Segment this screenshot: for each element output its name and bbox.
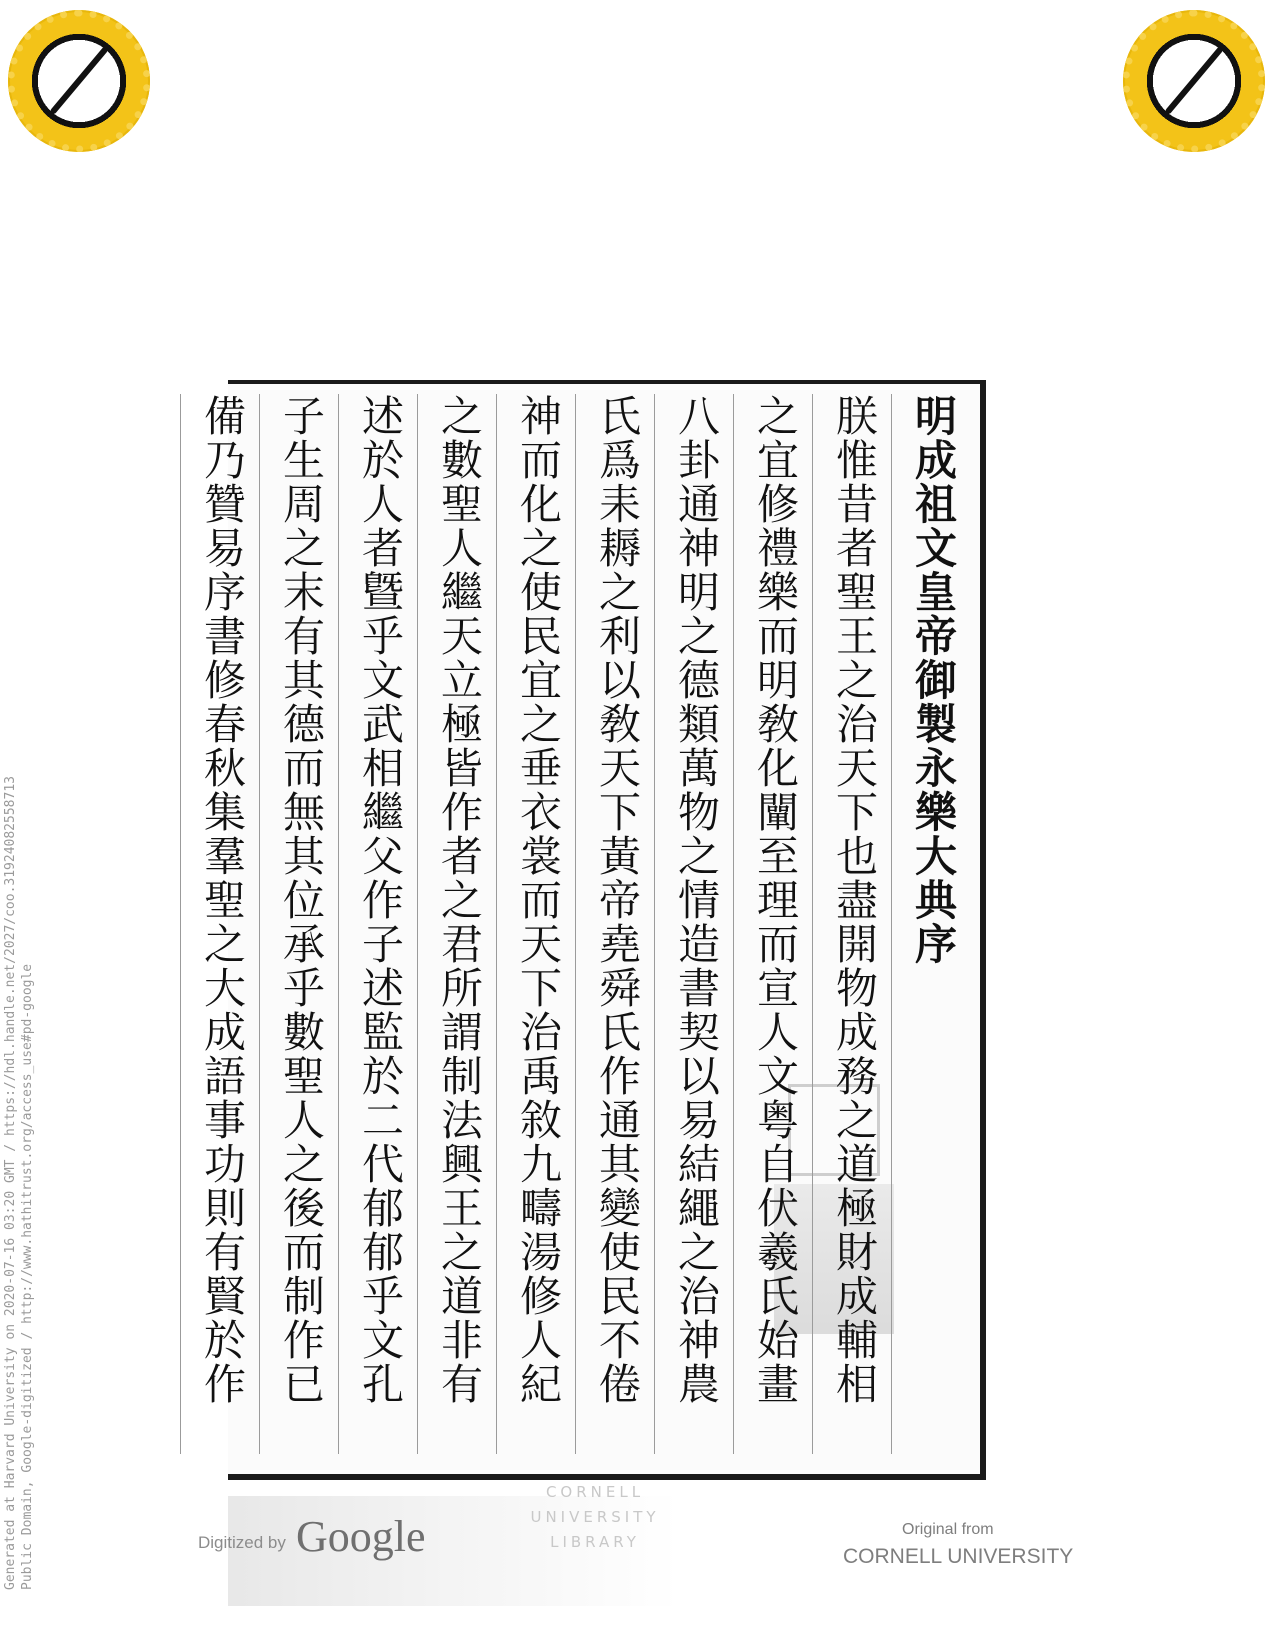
badge-ring [8,10,150,152]
preface-title: 明成祖文皇帝御製永樂大典序 [891,394,970,1454]
stamp-line-1: CORNELL [545,1483,645,1501]
text-column-1: 朕惟昔者聖王之治天下也盡開物成務之道極財成輔相 [812,394,891,1454]
attribution-line-1: Generated at Harvard University on 2020-07-16 03:20 GMT / https://hdl.handle.net/2027/coo.31924082558713 [3,776,18,1590]
stamp-line-2: UNIVERSITY [530,1508,660,1526]
cornell-library-stamp [515,1480,675,1555]
stamp-line-3: LIBRARY [550,1533,640,1551]
text-column-9: 備乃贊易序書修春秋集羣聖之大成語事功則有賢於作 [180,394,259,1454]
pdf-xchange-badge-left[interactable] [8,10,150,152]
text-column-6: 之數聖人繼天立極皆作者之君所謂制法興王之道非有 [417,394,496,1454]
page-text [180,394,970,1454]
digitized-by-label: Digitized by [198,1533,286,1552]
cornell-university-label: CORNELL UNIVERSITY [843,1545,1074,1568]
text-column-3: 八卦通神明之德類萬物之情造書契以易結繩之治神農 [654,394,733,1454]
badge-ring [1123,10,1265,152]
text-column-4: 氏爲耒耨之利以敎天下黃帝堯舜氏作通其變使民不倦 [575,394,654,1454]
hathitrust-attribution [2,630,36,1590]
attribution-line-2: Public Domain, Google-digitized / http://www.hathitrust.org/access_use#pd-google [20,963,35,1590]
text-column-5: 神而化之使民宜之垂衣裳而天下治禹敘九疇湯修人紀 [496,394,575,1454]
book-page [198,380,986,1480]
text-column-2: 之宜修禮樂而明敎化闡至理而宣人文粤自伏羲氏始畫 [733,394,812,1454]
original-from-label: Original from [902,1521,994,1538]
text-column-8: 子生周之末有其德而無其位承乎數聖人之後而制作已 [259,394,338,1454]
pdf-xchange-badge-right[interactable] [1123,10,1265,152]
google-logo: Google [296,1512,426,1561]
text-column-7: 述於人者曁乎文武相繼父作子述監於二代郁郁乎文孔 [338,394,417,1454]
